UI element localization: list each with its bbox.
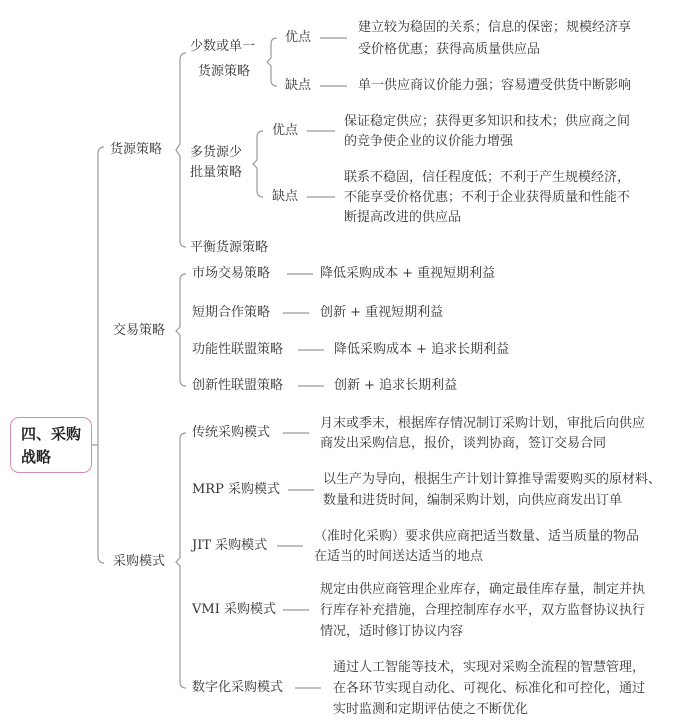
mode-item: VMI 采购模式	[192, 602, 276, 617]
mode-desc: （准时化采购）要求供应商把适当数量、适当质量的物品	[314, 529, 640, 544]
modes-bracket	[176, 433, 186, 688]
single-source-line2: 货源策略	[198, 64, 251, 79]
transaction-item: 功能性联盟策略	[192, 342, 284, 357]
sourcing-label: 货源策略	[110, 142, 163, 157]
mode-desc: 数量和进货时间，编制采购计划，向供应商发出订单	[323, 493, 623, 508]
transaction-label: 交易策略	[113, 323, 166, 338]
multi-bracket	[253, 131, 263, 197]
multi-source-line2: 批量策略	[190, 165, 243, 180]
transaction-item: 短期合作策略	[192, 305, 271, 320]
mode-desc: 行库存补充措施，合理控制库存水平，双方监督协议执行	[320, 603, 646, 618]
mode-item: 数字化采购模式	[192, 680, 284, 695]
balanced-source: 平衡货源策略	[190, 240, 269, 255]
multi-cons-text: 断提高改进的供应品	[344, 210, 462, 225]
mode-desc: 在各环节实现自动化、可视化、标准化和可控化，通过	[333, 681, 646, 696]
multi-source-line1: 多货源少	[190, 145, 243, 160]
mode-desc: 规定由供应商管理企业库存，确定最佳库存量，制定并执	[320, 582, 646, 597]
sourcing-bracket	[176, 53, 186, 247]
main-bracket	[98, 147, 104, 563]
multi-pros-label: 优点	[272, 123, 299, 138]
transaction-item: 市场交易策略	[192, 266, 271, 281]
mode-item: MRP 采购模式	[192, 482, 280, 497]
single-pros-label: 优点	[285, 30, 312, 45]
multi-cons-label: 缺点	[272, 189, 299, 204]
single-source-line1: 少数或单一	[190, 39, 256, 54]
single-pros-text: 建立较为稳固的关系；信息的保密；规模经济享	[358, 20, 632, 35]
transaction-desc: 降低采购成本 + 重视短期利益	[320, 266, 496, 281]
mode-desc: 实时监测和定期评估使之不断优化	[333, 702, 529, 717]
root-node	[10, 417, 92, 473]
transaction-desc: 创新 + 重视短期利益	[320, 305, 444, 320]
single-cons-label: 缺点	[285, 78, 312, 93]
single-bracket	[267, 38, 277, 86]
root-line2: 战略	[21, 448, 52, 466]
root-line1: 四、采购	[21, 425, 82, 443]
multi-pros-text: 的竞争使企业的议价能力增强	[344, 134, 514, 149]
multi-pros-text: 保证稳定供应；获得更多知识和技术；供应商之间	[344, 114, 631, 129]
single-cons-text: 单一供应商议价能力强；容易遭受供货中断影响	[358, 78, 632, 93]
multi-cons-text: 联系不稳固，信任程度低；不利于产生规模经济，	[344, 170, 631, 185]
multi-cons-text: 不能享受价格优惠；不利于企业获得质量和性能不	[344, 190, 631, 205]
mode-item: JIT 采购模式	[192, 538, 268, 553]
mode-desc: 月末或季末，根据库存情况制订采购计划，审批后向供应	[320, 416, 646, 431]
transaction-bracket	[176, 274, 186, 386]
mode-item: 传统采购模式	[192, 425, 271, 440]
mode-desc: 在适当的时间送达适当的地点	[314, 549, 484, 564]
single-pros-text: 受价格优惠；获得高质量供应品	[358, 42, 541, 57]
mode-desc: 以生产为导向，根据生产计划计算推导需要购买的原材料、	[323, 472, 662, 487]
transaction-desc: 降低采购成本 + 追求长期利益	[334, 342, 510, 357]
mode-desc: 通过人工智能等技术，实现对采购全流程的智慧管理，	[333, 660, 646, 675]
modes-label: 采购模式	[113, 554, 166, 569]
mode-desc: 商发出采购信息，报价，谈判协商，签订交易合同	[320, 436, 607, 451]
mode-desc: 情况，适时修订协议内容	[320, 624, 464, 639]
transaction-item: 创新性联盟策略	[192, 378, 284, 393]
transaction-desc: 创新 + 追求长期利益	[334, 378, 458, 393]
